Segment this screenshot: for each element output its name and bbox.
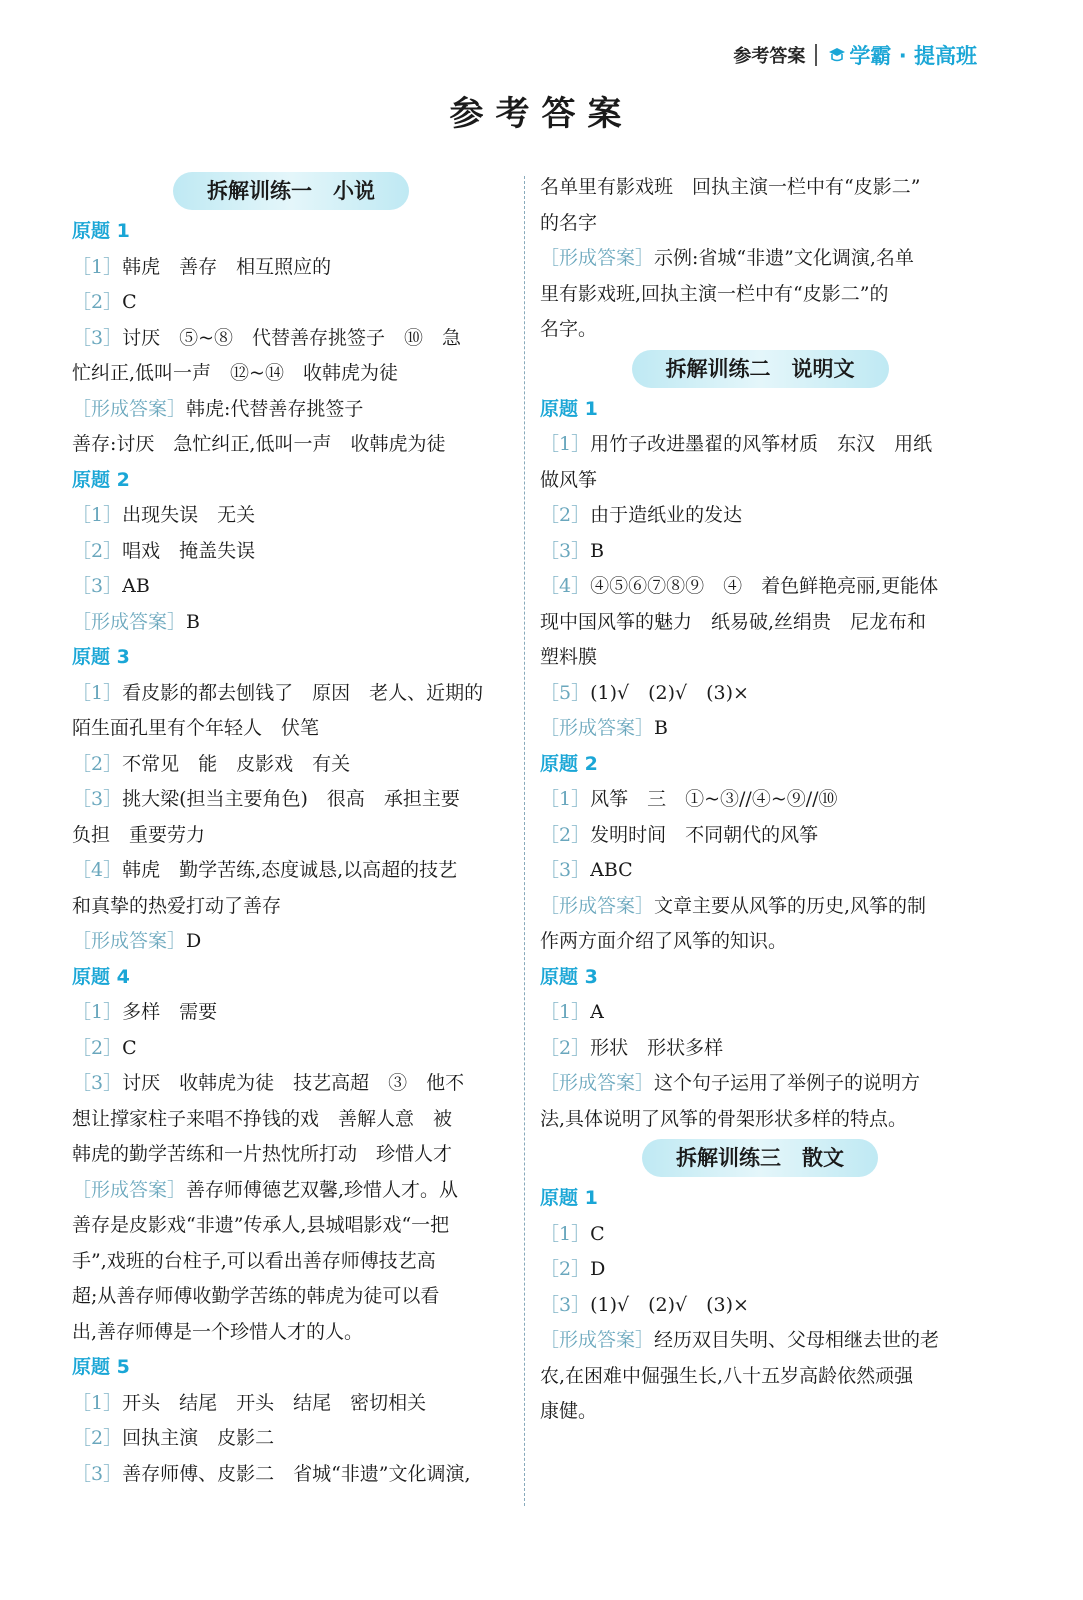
answer-text: B xyxy=(186,610,200,633)
answer-tag: ［4］ xyxy=(540,575,591,597)
answer-tag: ［2］ xyxy=(540,504,591,526)
answer-tag: ［1］ xyxy=(540,1222,591,1245)
answer-line xyxy=(540,818,980,854)
question-title: 原题 4 xyxy=(72,965,130,988)
question-title: 原题 1 xyxy=(540,397,598,420)
answer-text: 名单里有影戏班 回执主演一栏中有“皮影二” xyxy=(540,176,921,198)
answer-text: 唱戏 掩盖失误 xyxy=(122,539,256,562)
answer-line xyxy=(540,1102,980,1138)
section-title-text: 拆解训练一 小说 xyxy=(173,172,409,210)
answer-text: 善存师傅德艺双馨,珍惜人才。从 xyxy=(186,1178,459,1201)
answer-line xyxy=(72,711,510,747)
answer-line xyxy=(72,818,510,854)
answer-tag: ［2］ xyxy=(72,291,123,313)
graduation-cap-icon xyxy=(827,45,847,65)
answer-line xyxy=(72,1315,510,1351)
answer-text: A xyxy=(590,1001,604,1023)
answer-text: 法,具体说明了风筝的骨架形状多样的特点。 xyxy=(540,1107,908,1130)
answer-tag: ［3］ xyxy=(72,326,123,349)
answer-text: 康健。 xyxy=(540,1400,598,1422)
answer-line xyxy=(72,250,510,286)
answer-tag: ［5］ xyxy=(540,681,591,704)
section-title xyxy=(72,172,510,210)
answer-tag: ［1］ xyxy=(72,255,123,278)
section-title-text: 拆解训练三 散文 xyxy=(642,1139,878,1177)
answer-text: 里有影戏班,回执主演一栏中有“皮影二”的 xyxy=(540,282,889,305)
answer-tag: ［形成答案］ xyxy=(540,717,655,739)
answer-text: 善存:讨厌 急忙纠正,低叫一声 收韩虎为徒 xyxy=(72,433,446,455)
answer-line xyxy=(540,995,980,1031)
answer-tag: ［2］ xyxy=(540,1036,591,1059)
answer-line xyxy=(540,640,980,676)
answer-tag: ［1］ xyxy=(540,433,591,455)
answer-line xyxy=(72,498,510,534)
answer-tag: ［3］ xyxy=(72,1462,123,1485)
answer-line xyxy=(540,1066,980,1102)
answer-line xyxy=(72,285,510,321)
answer-tag: ［1］ xyxy=(540,788,591,810)
answer-line xyxy=(72,392,510,428)
answer-tag: ［2］ xyxy=(540,1258,591,1280)
answer-text: 不常见 能 皮影戏 有关 xyxy=(122,752,351,775)
answer-text: 多样 需要 xyxy=(122,1001,218,1023)
answer-text: (1)√ (2)√ (3)× xyxy=(590,1293,749,1316)
answer-text: 韩虎:代替善存挑签子 xyxy=(186,397,364,420)
answer-tag: ［2］ xyxy=(72,539,123,562)
answer-text: ABC xyxy=(590,859,633,881)
answer-text: 形状 形状多样 xyxy=(590,1036,724,1059)
answer-line xyxy=(540,170,980,206)
answer-tag: ［形成答案］ xyxy=(540,247,655,269)
answer-tag: ［1］ xyxy=(540,1001,591,1023)
answer-line xyxy=(72,676,510,712)
answer-line xyxy=(540,206,980,242)
answer-tag: ［3］ xyxy=(72,575,123,597)
answer-line xyxy=(72,569,510,605)
answer-text: 善存师傅、皮影二 省城“非遗”文化调演, xyxy=(122,1462,471,1485)
answer-tag: ［形成答案］ xyxy=(540,894,655,917)
answer-tag: ［4］ xyxy=(72,859,123,881)
question-title: 原题 1 xyxy=(540,1187,598,1209)
answer-text: 农,在困难中倔强生长,八十五岁高龄依然顽强 xyxy=(540,1364,914,1387)
answer-tag: ［2］ xyxy=(72,1036,123,1059)
answer-line xyxy=(72,1386,510,1422)
answer-text: C xyxy=(122,291,137,313)
answer-line xyxy=(72,1031,510,1067)
answer-tag: ［1］ xyxy=(72,1391,123,1414)
answer-text: B xyxy=(590,539,605,562)
page-title: 参考答案 xyxy=(449,94,634,134)
answer-line xyxy=(540,534,980,570)
question-title: 原题 2 xyxy=(72,468,130,491)
answer-tag: ［形成答案］ xyxy=(540,1072,655,1094)
answer-line xyxy=(540,1323,980,1359)
answer-line xyxy=(72,605,510,641)
question-title: 原题 3 xyxy=(540,965,598,988)
section-title xyxy=(540,1139,980,1177)
section-title-text: 拆解训练二 说明文 xyxy=(632,350,889,388)
answer-line xyxy=(540,924,980,960)
answer-line xyxy=(72,853,510,889)
answer-line xyxy=(540,1394,980,1430)
answer-line xyxy=(540,1031,980,1067)
header-brand xyxy=(827,40,977,70)
answer-text: 经历双目失明、父母相继去世的老 xyxy=(654,1329,940,1351)
answer-tag: ［形成答案］ xyxy=(72,930,187,952)
answer-text: 开头 结尾 开头 结尾 密切相关 xyxy=(122,1391,427,1414)
answer-line xyxy=(540,277,980,313)
answer-line xyxy=(72,321,510,357)
answer-line xyxy=(72,1208,510,1244)
answer-text: 挑大梁(担当主要角色) 很高 承担主要 xyxy=(122,788,460,810)
answer-text: 文章主要从风筝的历史,风筝的制 xyxy=(654,894,927,917)
answer-text: 的名字 xyxy=(540,211,598,234)
answer-text: 手”,戏班的台柱子,可以看出善存师傅技艺高 xyxy=(72,1249,436,1272)
answer-line xyxy=(72,427,510,463)
answer-tag: ［3］ xyxy=(540,859,591,881)
answer-text: 现中国风筝的魅力 纸易破,丝绢贵 尼龙布和 xyxy=(540,610,927,633)
answer-line xyxy=(540,1252,980,1288)
answer-line xyxy=(72,924,510,960)
answer-tag: ［3］ xyxy=(72,788,123,810)
answer-line xyxy=(72,1457,510,1493)
answer-line xyxy=(540,569,980,605)
answer-text: 这个句子运用了举例子的说明方 xyxy=(654,1072,921,1094)
answer-text: 风筝 三 ①~③//④~⑨//⑩ xyxy=(590,788,838,810)
answer-line xyxy=(540,498,980,534)
answer-line xyxy=(540,711,980,747)
answer-text: 名字。 xyxy=(540,318,598,340)
question-title: 原题 5 xyxy=(72,1356,130,1378)
answer-text: 超;从善存师傅收勤学苦练的韩虎为徒可以看 xyxy=(72,1285,440,1307)
answer-tag: ［3］ xyxy=(72,1072,123,1094)
answer-text: 用竹子改进墨翟的风筝材质 东汉 用纸 xyxy=(590,433,933,455)
answer-line xyxy=(540,1288,980,1324)
answer-text: 作两方面介绍了风筝的知识。 xyxy=(540,930,788,952)
answer-tag: ［形成答案］ xyxy=(540,1329,655,1351)
answer-tag: ［1］ xyxy=(72,681,123,704)
brand-text: 学霸 · 提高班 xyxy=(849,44,977,68)
answer-line xyxy=(72,782,510,818)
answer-tag: ［3］ xyxy=(540,1293,591,1316)
answer-text: ④⑤⑥⑦⑧⑨ ④ 着色鲜艳亮丽,更能体 xyxy=(590,575,939,597)
answer-text: C xyxy=(122,1036,137,1059)
section-title xyxy=(540,350,980,388)
answer-text: D xyxy=(590,1258,606,1280)
answer-line xyxy=(72,889,510,925)
question-title: 原题 3 xyxy=(72,646,130,668)
answer-text: 韩虎的勤学苦练和一片热忱所打动 珍惜人才 xyxy=(72,1143,453,1165)
answer-line xyxy=(540,605,980,641)
answer-line xyxy=(72,1066,510,1102)
left-column xyxy=(72,170,510,1492)
answer-text: AB xyxy=(122,575,150,597)
answer-text: 发明时间 不同朝代的风筝 xyxy=(590,823,819,846)
answer-text: 负担 重要劳力 xyxy=(72,823,206,846)
answer-text: 由于造纸业的发达 xyxy=(590,504,743,526)
answer-line xyxy=(540,1359,980,1395)
answer-line xyxy=(72,1244,510,1280)
answer-line xyxy=(540,782,980,818)
answer-text: 陌生面孔里有个年轻人 伏笔 xyxy=(72,717,320,739)
answer-text: 忙纠正,低叫一声 ⑫~⑭ 收韩虎为徒 xyxy=(72,362,398,384)
answer-tag: ［1］ xyxy=(72,1001,123,1023)
answer-tag: ［3］ xyxy=(540,539,591,562)
answer-tag: ［形成答案］ xyxy=(72,1178,187,1201)
answer-text: 出,善存师傅是一个珍惜人才的人。 xyxy=(72,1320,364,1343)
answer-line xyxy=(72,1173,510,1209)
answer-text: D xyxy=(186,930,202,952)
answer-tag: ［2］ xyxy=(72,752,123,775)
answer-text: 和真挚的热爱打动了善存 xyxy=(72,894,282,917)
answer-text: 回执主演 皮影二 xyxy=(122,1427,275,1449)
answer-text: 塑料膜 xyxy=(540,646,598,668)
column-divider xyxy=(524,176,525,1506)
answer-line xyxy=(540,427,980,463)
answer-tag: ［形成答案］ xyxy=(72,610,187,633)
answer-line xyxy=(72,1137,510,1173)
answer-text: 韩虎 勤学苦练,态度诚恳,以高超的技艺 xyxy=(122,859,458,881)
answer-text: 讨厌 收韩虎为徒 技艺高超 ③ 他不 xyxy=(122,1072,465,1094)
answer-line xyxy=(72,747,510,783)
answer-tag: ［2］ xyxy=(72,1427,123,1449)
answer-line xyxy=(72,1279,510,1315)
answer-line xyxy=(72,534,510,570)
answer-text: 出现失误 无关 xyxy=(122,504,256,526)
answer-text: 韩虎 善存 相互照应的 xyxy=(122,255,332,278)
header-divider xyxy=(815,44,817,66)
answer-line xyxy=(540,853,980,889)
answer-tag: ［1］ xyxy=(72,504,123,526)
header-label: 参考答案 xyxy=(733,46,806,67)
answer-line xyxy=(540,676,980,712)
answer-text: 示例:省城“非遗”文化调演,名单 xyxy=(654,247,914,269)
answer-tag: ［形成答案］ xyxy=(72,397,187,420)
question-title: 原题 2 xyxy=(540,752,598,775)
answer-text: C xyxy=(590,1222,605,1245)
answer-line xyxy=(72,995,510,1031)
answer-text: 做风筝 xyxy=(540,468,598,491)
answer-text: 想让撑家柱子来唱不挣钱的戏 善解人意 被 xyxy=(72,1107,453,1130)
answer-line xyxy=(72,1421,510,1457)
answer-line xyxy=(72,1102,510,1138)
answer-line xyxy=(72,356,510,392)
answer-text: (1)√ (2)√ (3)× xyxy=(590,681,749,704)
answer-line xyxy=(540,241,980,277)
question-title: 原题 1 xyxy=(72,220,130,242)
answer-line xyxy=(540,463,980,499)
answer-text: 看皮影的都去刨钱了 原因 老人、近期的 xyxy=(122,681,484,704)
answer-text: 讨厌 ⑤~⑧ 代替善存挑签子 ⑩ 急 xyxy=(122,326,462,349)
answer-line xyxy=(540,1217,980,1253)
answer-tag: ［2］ xyxy=(540,823,591,846)
answer-line xyxy=(540,889,980,925)
answer-text: B xyxy=(654,717,668,739)
answer-line xyxy=(540,312,980,348)
answer-text: 善存是皮影戏“非遗”传承人,县城唱影戏“一把 xyxy=(72,1214,450,1236)
right-column xyxy=(540,170,980,1430)
page-header xyxy=(733,40,977,70)
